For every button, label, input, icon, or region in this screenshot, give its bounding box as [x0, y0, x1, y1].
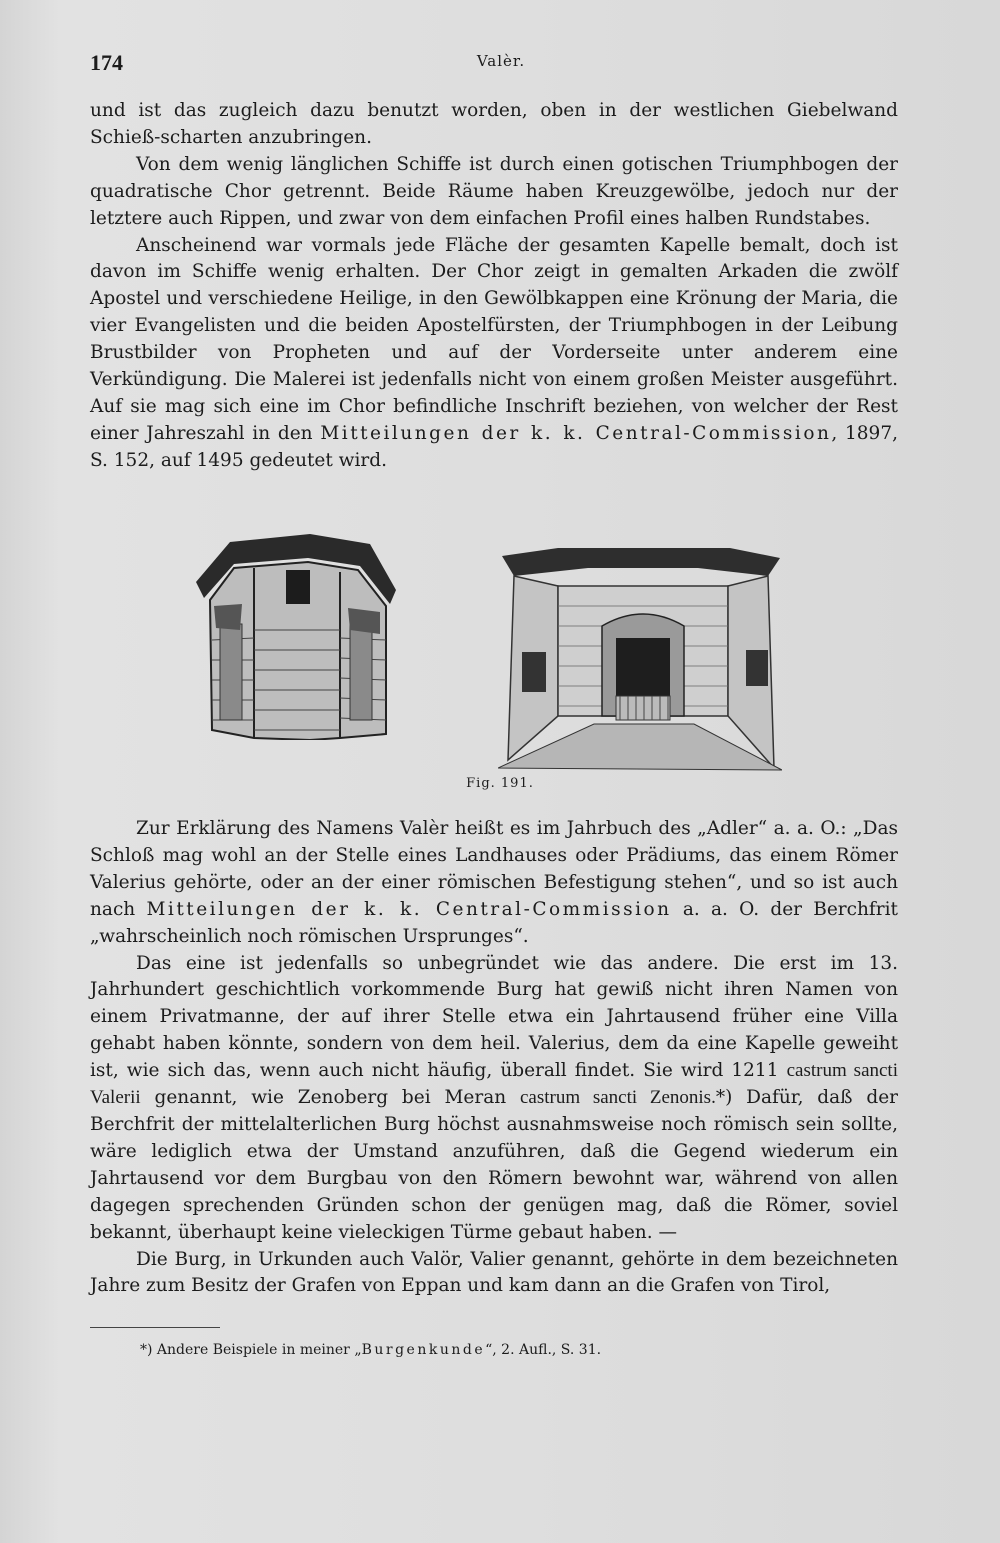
paragraph-burg: Die Burg, in Urkunden auch Valör, Valier genannt, gehörte in dem bezeichneten Jahre zum Besitz der Grafen von Eppan und kam dann an die Grafen von Tirol,: [90, 1248, 898, 1297]
chapel-interior-illustration: [498, 546, 782, 774]
paragraph-name-end: a. a. O. der Berchfrit „wahrscheinlich noch römischen Ursprunges“.: [90, 898, 898, 947]
footnote-text: *) Andere Beispiele in meiner „: [140, 1342, 362, 1358]
figure-191: [190, 520, 790, 760]
running-head: Valèr.: [476, 52, 526, 70]
paragraph-begruendung-end: *) Dafür, daß der Berchfrit der mittelalterlichen Burg höchst ausnahmsweise noch römisch sein sollte, wäre lediglich etwa der Umstand anzuführen, daß die Gegend wiederum ein Jahrtausend vor dem Burgbau von den Römern bewohnt war, während von allen dagegen sprechenden Gründen schon der genügen mag, daß die Römer, soviel bekannt, überhaupt keine vieleckigen Türme gebaut haben. —: [90, 1087, 898, 1243]
page-header: [90, 46, 912, 76]
footnote-book-title: Burgenkunde: [361, 1342, 486, 1358]
citation-mitteilungen-2: Mitteilungen der k. k. Central-Commission: [146, 898, 672, 920]
paragraph-name-text: Zur Erklärung des Namens Valèr heißt es im Jahrbuch des „Adler“ a. a. O.: „Das Schloß mag wohl an der Stelle eines Landhauses oder Prädiums, das einem Römer Valerius gehörte, oder an der einer römischen Befestigung stehen“, und so ist auch nach: [90, 818, 898, 920]
text-block-top: [90, 98, 898, 475]
paragraph-malerei-end: , 1897, S. 152, auf 1495 gedeutet wird.: [90, 422, 898, 471]
figure-caption: Fig. 191.: [466, 776, 534, 791]
paragraph-begruendung-mid: genannt, wie Zenoberg bei Meran: [154, 1087, 507, 1109]
citation-mitteilungen: Mitteilungen der k. k. Central-Commission: [320, 422, 832, 444]
paragraph-malerei-text: Anscheinend war vormals jede Fläche der gesamten Kapelle bemalt, doch ist davon im Schiffe wenig erhalten. Der Chor zeigt in gemalten Arkaden die zwölf Apostel und verschiedene Heilige, in den Gewölbkappen eine Krönung der Maria, die vier Evangelisten und die beiden Apostelfürsten, der Triumphbogen in der Leibung Brustbilder von Propheten und auf der Vorderseite unter anderem eine Verkündigung. Die Malerei ist jedenfalls nicht von einem großen Meister ausgeführt. Auf sie mag sich eine im Chor befindliche Inschrift beziehen, von welcher der Rest einer Jahreszahl in den: [90, 234, 898, 444]
paragraph-continued: und ist das zugleich dazu benutzt worden, oben in der westlichen Giebelwand Schieß-scharten anzubringen.: [90, 100, 898, 148]
paragraph-begruendung-text: Das eine ist jedenfalls so unbegründet wie das andere. Die erst im 13. Jahrhundert geschichtlich vorkommende Burg hat gewiß nicht ihren Namen von einem Privatmanne, der auf ihrer Stelle etwa ein Jahrtausend früher eine Villa gehabt haben könnte, sondern von dem heil. Valerius, dem da eine Kapelle geweiht ist, wie sich das, wenn auch nicht häufig, überall findet. Sie wird 1211: [90, 952, 898, 1082]
latin-castrum-zenonis: castrum sancti Zenonis.: [519, 1087, 716, 1109]
latin-castrum-valerii: castrum sancti Valerii: [90, 1060, 898, 1109]
page-number: 174: [90, 50, 123, 75]
paragraph-malerei: [90, 233, 898, 475]
paragraph-begruendung: [90, 951, 898, 1247]
paragraph-name-erklaerung: [90, 816, 898, 951]
text-block-bottom: [90, 816, 898, 1300]
paragraph-chor: Von dem wenig länglichen Schiffe ist durch einen gotischen Triumphbogen der quadratische Chor getrennt. Beide Räume haben Kreuzgewölbe, jedoch nur der letztere auch Rippen, und zwar von dem einfachen Profil eines halben Rundstabes.: [90, 153, 898, 229]
tower-illustration: [190, 520, 400, 740]
footnote: [140, 1340, 900, 1360]
footnote-divider: [90, 1327, 220, 1328]
footnote-end: “, 2. Aufl., S. 31.: [485, 1342, 602, 1358]
